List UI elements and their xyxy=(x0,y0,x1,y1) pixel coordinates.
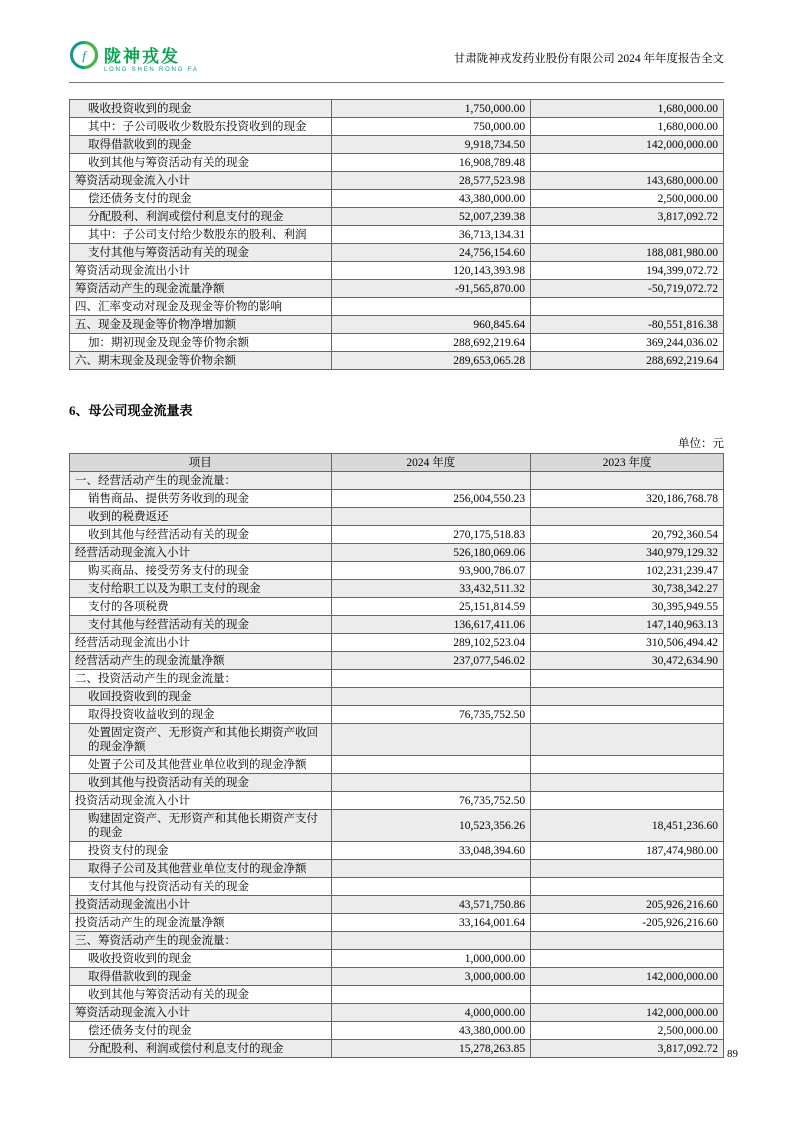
logo-text xyxy=(104,42,199,73)
row-value-2023: 320,186,768.78 xyxy=(531,490,724,508)
table-row xyxy=(70,792,724,810)
row-value-2024 xyxy=(331,508,530,526)
row-item-label: 经营活动现金流入小计 xyxy=(70,544,332,562)
company-logo xyxy=(69,40,199,75)
table-row xyxy=(70,352,724,370)
row-value-2024: 3,000,000.00 xyxy=(331,968,530,986)
row-value-2024: 237,077,546.02 xyxy=(331,652,530,670)
row-value-2023 xyxy=(531,670,724,688)
table-row xyxy=(70,208,724,226)
row-value-2024: 36,713,134.31 xyxy=(331,226,530,244)
page-number: 89 xyxy=(727,1048,738,1060)
table-row xyxy=(70,896,724,914)
row-item-label: 吸收投资收到的现金 xyxy=(70,950,332,968)
row-value-2024: 76,735,752.50 xyxy=(331,706,530,724)
table-row xyxy=(70,562,724,580)
row-value-2024 xyxy=(331,878,530,896)
row-value-2023 xyxy=(531,774,724,792)
row-value-2023: 30,472,634.90 xyxy=(531,652,724,670)
row-item-label: 取得借款收到的现金 xyxy=(70,968,332,986)
row-item-label: 收到其他与筹资活动有关的现金 xyxy=(70,154,332,172)
row-value-2023 xyxy=(531,860,724,878)
row-item-label: 吸收投资收到的现金 xyxy=(70,100,332,118)
report-title: 甘肃陇神戎发药业股份有限公司 2024 年年度报告全文 xyxy=(453,52,724,65)
row-item-label: 支付其他与投资活动有关的现金 xyxy=(70,878,332,896)
row-item-label: 收回投资收到的现金 xyxy=(70,688,332,706)
table-row xyxy=(70,986,724,1004)
table-row xyxy=(70,878,724,896)
table-row xyxy=(70,810,724,842)
row-value-2024: 1,000,000.00 xyxy=(331,950,530,968)
row-value-2024: 33,432,511.32 xyxy=(331,580,530,598)
table-row xyxy=(70,968,724,986)
table-row xyxy=(70,262,724,280)
row-item-label: 筹资活动现金流入小计 xyxy=(70,1004,332,1022)
row-value-2023 xyxy=(531,706,724,724)
row-item-label: 取得子公司及其他营业单位支付的现金净额 xyxy=(70,860,332,878)
row-value-2023 xyxy=(531,472,724,490)
row-value-2024: 43,571,750.86 xyxy=(331,896,530,914)
row-item-label: 其中：子公司支付给少数股东的股利、利润 xyxy=(70,226,332,244)
table-row xyxy=(70,842,724,860)
row-value-2023 xyxy=(531,792,724,810)
row-value-2023 xyxy=(531,756,724,774)
table-row xyxy=(70,226,724,244)
table-row xyxy=(70,774,724,792)
table-row xyxy=(70,688,724,706)
table-row xyxy=(70,508,724,526)
row-value-2024: 25,151,814.59 xyxy=(331,598,530,616)
row-value-2024 xyxy=(331,670,530,688)
row-item-label: 其中：子公司吸收少数股东投资收到的现金 xyxy=(70,118,332,136)
row-value-2023: 143,680,000.00 xyxy=(531,172,724,190)
row-value-2023 xyxy=(531,724,724,756)
row-value-2024 xyxy=(331,756,530,774)
row-item-label: 三、筹资活动产生的现金流量： xyxy=(70,932,332,950)
row-value-2024: -91,565,870.00 xyxy=(331,280,530,298)
row-value-2023 xyxy=(531,226,724,244)
row-value-2024: 16,908,789.48 xyxy=(331,154,530,172)
row-value-2023 xyxy=(531,950,724,968)
row-item-label: 取得投资收益收到的现金 xyxy=(70,706,332,724)
unit-label: 单位：元 xyxy=(678,438,724,450)
table-header-row xyxy=(70,454,724,472)
column-header-2023: 2023 年度 xyxy=(531,454,724,472)
row-value-2024: 43,380,000.00 xyxy=(331,190,530,208)
row-value-2024: 960,845.64 xyxy=(331,316,530,334)
table-row xyxy=(70,280,724,298)
row-value-2023: 2,500,000.00 xyxy=(531,1022,724,1040)
column-header-2024: 2024 年度 xyxy=(331,454,530,472)
row-value-2023: 142,000,000.00 xyxy=(531,968,724,986)
row-item-label: 二、投资活动产生的现金流量： xyxy=(70,670,332,688)
row-value-2024: 9,918,734.50 xyxy=(331,136,530,154)
row-item-label: 筹资活动现金流入小计 xyxy=(70,172,332,190)
page-header xyxy=(69,40,724,83)
table-row xyxy=(70,526,724,544)
parent-company-cash-flow-table xyxy=(69,453,724,1058)
row-item-label: 投资活动现金流入小计 xyxy=(70,792,332,810)
row-value-2024: 288,692,219.64 xyxy=(331,334,530,352)
row-value-2023: -80,551,816.38 xyxy=(531,316,724,334)
row-value-2023: 18,451,236.60 xyxy=(531,810,724,842)
section-heading: 6、母公司现金流量表 xyxy=(69,403,193,418)
row-item-label: 筹资活动现金流出小计 xyxy=(70,262,332,280)
row-item-label: 六、期末现金及现金等价物余额 xyxy=(70,352,332,370)
row-item-label: 支付给职工以及为职工支付的现金 xyxy=(70,580,332,598)
row-item-label: 偿还债务支付的现金 xyxy=(70,190,332,208)
table-row xyxy=(70,932,724,950)
row-value-2023: 142,000,000.00 xyxy=(531,136,724,154)
table-row xyxy=(70,544,724,562)
row-value-2024 xyxy=(331,724,530,756)
row-item-label: 投资活动现金流出小计 xyxy=(70,896,332,914)
row-item-label: 支付的各项税费 xyxy=(70,598,332,616)
row-value-2023 xyxy=(531,298,724,316)
row-value-2023 xyxy=(531,986,724,1004)
table-row xyxy=(70,652,724,670)
row-value-2024: 270,175,518.83 xyxy=(331,526,530,544)
row-value-2023: 142,000,000.00 xyxy=(531,1004,724,1022)
row-value-2023 xyxy=(531,932,724,950)
logo-brand-name: 陇神戎发 xyxy=(104,47,180,66)
row-value-2023 xyxy=(531,154,724,172)
row-value-2023: 194,399,072.72 xyxy=(531,262,724,280)
row-item-label: 处置子公司及其他营业单位收到的现金净额 xyxy=(70,756,332,774)
row-value-2023: 187,474,980.00 xyxy=(531,842,724,860)
table-row xyxy=(70,670,724,688)
row-value-2023: 30,395,949.55 xyxy=(531,598,724,616)
row-value-2024: 93,900,786.07 xyxy=(331,562,530,580)
row-value-2023: 1,680,000.00 xyxy=(531,100,724,118)
table-row xyxy=(70,100,724,118)
table-row xyxy=(70,154,724,172)
row-item-label: 经营活动现金流出小计 xyxy=(70,634,332,652)
row-item-label: 收到其他与筹资活动有关的现金 xyxy=(70,986,332,1004)
row-value-2024: 136,617,411.06 xyxy=(331,616,530,634)
row-value-2024 xyxy=(331,986,530,1004)
row-item-label: 取得借款收到的现金 xyxy=(70,136,332,154)
table-row xyxy=(70,580,724,598)
row-value-2024: 1,750,000.00 xyxy=(331,100,530,118)
row-value-2024 xyxy=(331,860,530,878)
table-row xyxy=(70,706,724,724)
row-value-2023: -50,719,072.72 xyxy=(531,280,724,298)
row-value-2024: 33,048,394.60 xyxy=(331,842,530,860)
row-value-2024: 10,523,356.26 xyxy=(331,810,530,842)
row-item-label: 四、汇率变动对现金及现金等价物的影响 xyxy=(70,298,332,316)
row-value-2024: 28,577,523.98 xyxy=(331,172,530,190)
row-value-2024 xyxy=(331,774,530,792)
row-value-2024: 52,007,239.38 xyxy=(331,208,530,226)
row-value-2024: 750,000.00 xyxy=(331,118,530,136)
row-item-label: 经营活动产生的现金流量净额 xyxy=(70,652,332,670)
row-item-label: 加：期初现金及现金等价物余额 xyxy=(70,334,332,352)
row-value-2024: 24,756,154.60 xyxy=(331,244,530,262)
row-value-2023: 147,140,963.13 xyxy=(531,616,724,634)
table-row xyxy=(70,860,724,878)
row-item-label: 购买商品、接受劳务支付的现金 xyxy=(70,562,332,580)
row-value-2024: 289,102,523.04 xyxy=(331,634,530,652)
logo-icon xyxy=(69,40,99,75)
row-value-2024 xyxy=(331,298,530,316)
table-row xyxy=(70,616,724,634)
row-value-2023 xyxy=(531,508,724,526)
row-value-2023: 3,817,092.72 xyxy=(531,1040,724,1058)
table-row xyxy=(70,1004,724,1022)
table-row xyxy=(70,724,724,756)
row-value-2023 xyxy=(531,688,724,706)
row-value-2024: 256,004,550.23 xyxy=(331,490,530,508)
row-value-2023: 20,792,360.54 xyxy=(531,526,724,544)
row-item-label: 支付其他与筹资活动有关的现金 xyxy=(70,244,332,262)
table-row xyxy=(70,598,724,616)
table-row xyxy=(70,298,724,316)
table-row xyxy=(70,950,724,968)
row-value-2023: 369,244,036.02 xyxy=(531,334,724,352)
row-item-label: 五、现金及现金等价物净增加额 xyxy=(70,316,332,334)
table-row xyxy=(70,172,724,190)
row-value-2024: 76,735,752.50 xyxy=(331,792,530,810)
row-value-2023: 3,817,092.72 xyxy=(531,208,724,226)
column-header-item: 项目 xyxy=(70,454,332,472)
row-value-2023: 188,081,980.00 xyxy=(531,244,724,262)
row-value-2023: 102,231,239.47 xyxy=(531,562,724,580)
row-item-label: 支付其他与经营活动有关的现金 xyxy=(70,616,332,634)
row-value-2024 xyxy=(331,472,530,490)
table-row xyxy=(70,914,724,932)
row-item-label: 收到其他与投资活动有关的现金 xyxy=(70,774,332,792)
row-item-label: 投资支付的现金 xyxy=(70,842,332,860)
row-value-2023: -205,926,216.60 xyxy=(531,914,724,932)
row-value-2023: 205,926,216.60 xyxy=(531,896,724,914)
table-row xyxy=(70,472,724,490)
row-item-label: 分配股利、利润或偿付利息支付的现金 xyxy=(70,1040,332,1058)
row-item-label: 偿还债务支付的现金 xyxy=(70,1022,332,1040)
logo-sub-name: LONG SHEN RONG FA xyxy=(104,67,199,73)
table-row xyxy=(70,1022,724,1040)
row-value-2023: 310,506,494.42 xyxy=(531,634,724,652)
consolidated-cash-flow-table-continued xyxy=(69,99,724,370)
table-row xyxy=(70,490,724,508)
row-value-2024: 43,380,000.00 xyxy=(331,1022,530,1040)
row-value-2024: 289,653,065.28 xyxy=(331,352,530,370)
table-row xyxy=(70,118,724,136)
row-item-label: 收到其他与经营活动有关的现金 xyxy=(70,526,332,544)
row-value-2024: 526,180,069.06 xyxy=(331,544,530,562)
row-value-2023: 2,500,000.00 xyxy=(531,190,724,208)
row-value-2023: 340,979,129.32 xyxy=(531,544,724,562)
svg-text:f: f xyxy=(82,48,86,63)
row-item-label: 分配股利、利润或偿付利息支付的现金 xyxy=(70,208,332,226)
row-value-2024 xyxy=(331,932,530,950)
row-item-label: 收到的税费返还 xyxy=(70,508,332,526)
row-value-2023: 30,738,342.27 xyxy=(531,580,724,598)
table-row xyxy=(70,316,724,334)
row-item-label: 处置固定资产、无形资产和其他长期资产收回的现金净额 xyxy=(70,724,332,756)
row-value-2024: 4,000,000.00 xyxy=(331,1004,530,1022)
row-value-2024: 33,164,001.64 xyxy=(331,914,530,932)
table-row xyxy=(70,334,724,352)
row-item-label: 购建固定资产、无形资产和其他长期资产支付的现金 xyxy=(70,810,332,842)
row-value-2023: 288,692,219.64 xyxy=(531,352,724,370)
row-value-2024 xyxy=(331,688,530,706)
table-row xyxy=(70,1040,724,1058)
row-value-2024: 120,143,393.98 xyxy=(331,262,530,280)
row-value-2023 xyxy=(531,878,724,896)
table-row xyxy=(70,136,724,154)
table-row xyxy=(70,756,724,774)
row-item-label: 投资活动产生的现金流量净额 xyxy=(70,914,332,932)
row-item-label: 筹资活动产生的现金流量净额 xyxy=(70,280,332,298)
row-item-label: 销售商品、提供劳务收到的现金 xyxy=(70,490,332,508)
row-item-label: 一、经营活动产生的现金流量： xyxy=(70,472,332,490)
row-value-2023: 1,680,000.00 xyxy=(531,118,724,136)
table-row xyxy=(70,634,724,652)
table-row xyxy=(70,244,724,262)
table-row xyxy=(70,190,724,208)
row-value-2024: 15,278,263.85 xyxy=(331,1040,530,1058)
